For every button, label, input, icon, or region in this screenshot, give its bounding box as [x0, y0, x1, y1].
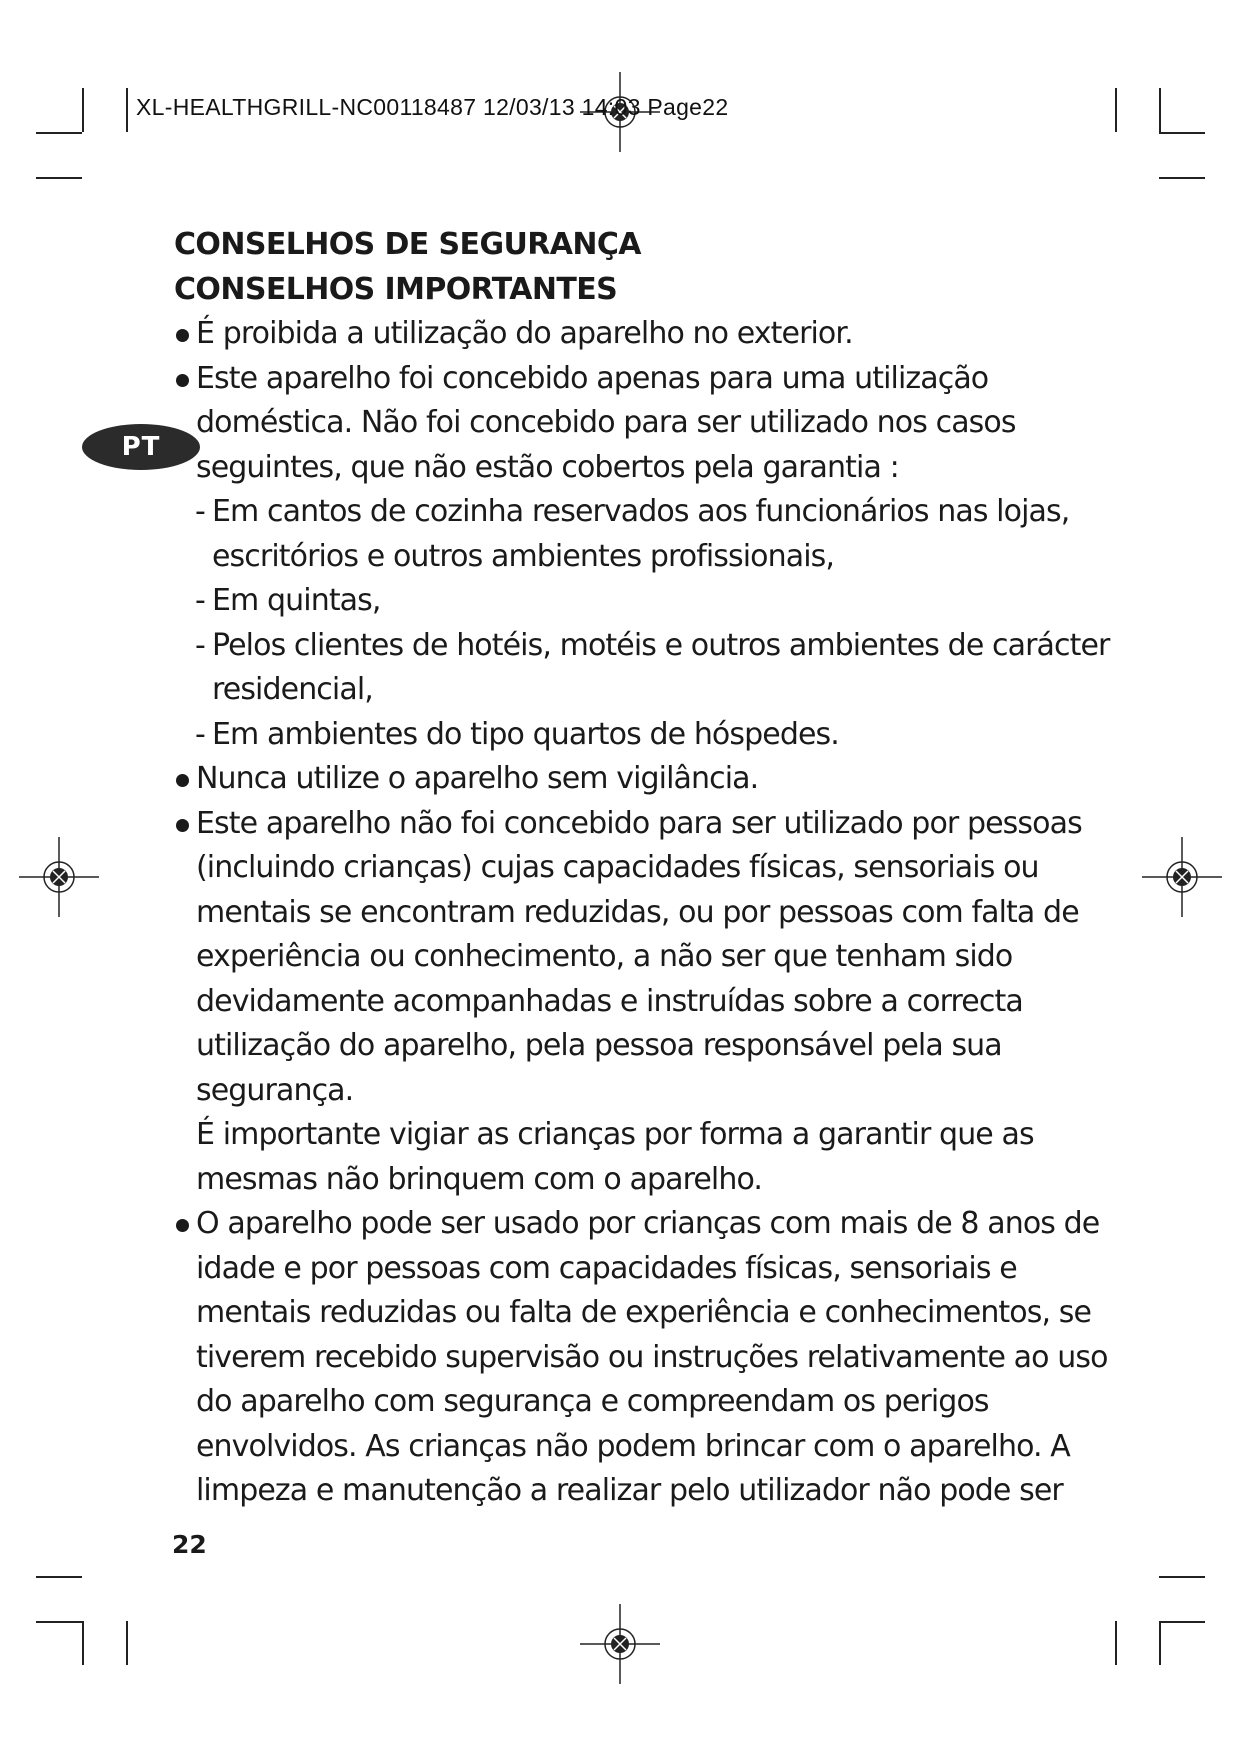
registration-mark-left-icon	[14, 832, 104, 922]
dash-item: - Em cantos de cozinha reservados aos funcionários nas lojas, escritórios e outros ambientes profissionais,	[174, 490, 1114, 579]
bullet-item: Nunca utilize o aparelho sem vigilância.	[174, 757, 1114, 802]
section-subheading: CONSELHOS IMPORTANTES	[174, 272, 618, 307]
print-slug-header: XL-HEALTHGRILL-NC00118487 12/03/13 14:03 Page22	[136, 94, 729, 120]
bullet-item: Este aparelho não foi concebido para ser utilizado por pessoas (incluindo crianças) cujas capacidades físicas, sensoriais ou mentais se encontram reduzidas, ou por pessoas com falta de experiência ou conhecimento, a não ser que tenham sido devidamente acompanhadas e instruídas sobre a correcta utilização do aparelho, pela pessoa responsável pela sua segurança.	[174, 802, 1114, 1114]
language-badge-label: PT	[121, 432, 161, 462]
bullet-item: Este aparelho foi concebido apenas para uma utilização doméstica. Não foi concebido para ser utilizado nos casos seguintes, que não estão cobertos pela garantia :	[174, 357, 1114, 491]
dash-item: - Em ambientes do tipo quartos de hóspedes.	[174, 713, 1114, 758]
page-number: 22	[172, 1530, 207, 1559]
paragraph: É importante vigiar as crianças por forma a garantir que as mesmas não brinquem com o aparelho.	[196, 1117, 1034, 1197]
dash-item: - Em quintas,	[174, 579, 1114, 624]
section-heading: CONSELHOS DE SEGURANÇA	[174, 227, 641, 262]
dash-item: - Pelos clientes de hotéis, motéis e outros ambientes de carácter residencial,	[174, 624, 1114, 713]
registration-mark-bottom-icon	[575, 1599, 665, 1689]
safety-instructions	[174, 222, 1114, 1514]
bullet-item: É proibida a utilização do aparelho no exterior.	[174, 312, 1114, 357]
bullet-item: O aparelho pode ser usado por crianças com mais de 8 anos de idade e por pessoas com capacidades físicas, sensoriais e mentais reduzidas ou falta de experiência e conhecimentos, se tiverem recebido supervisão ou instruções relativamente ao uso do aparelho com segurança e compreendam os perigos envolvidos. As crianças não podem brincar com o aparelho. A limpeza e manutenção a realizar pelo utilizador não pode ser	[174, 1202, 1114, 1514]
registration-mark-right-icon	[1137, 832, 1227, 922]
